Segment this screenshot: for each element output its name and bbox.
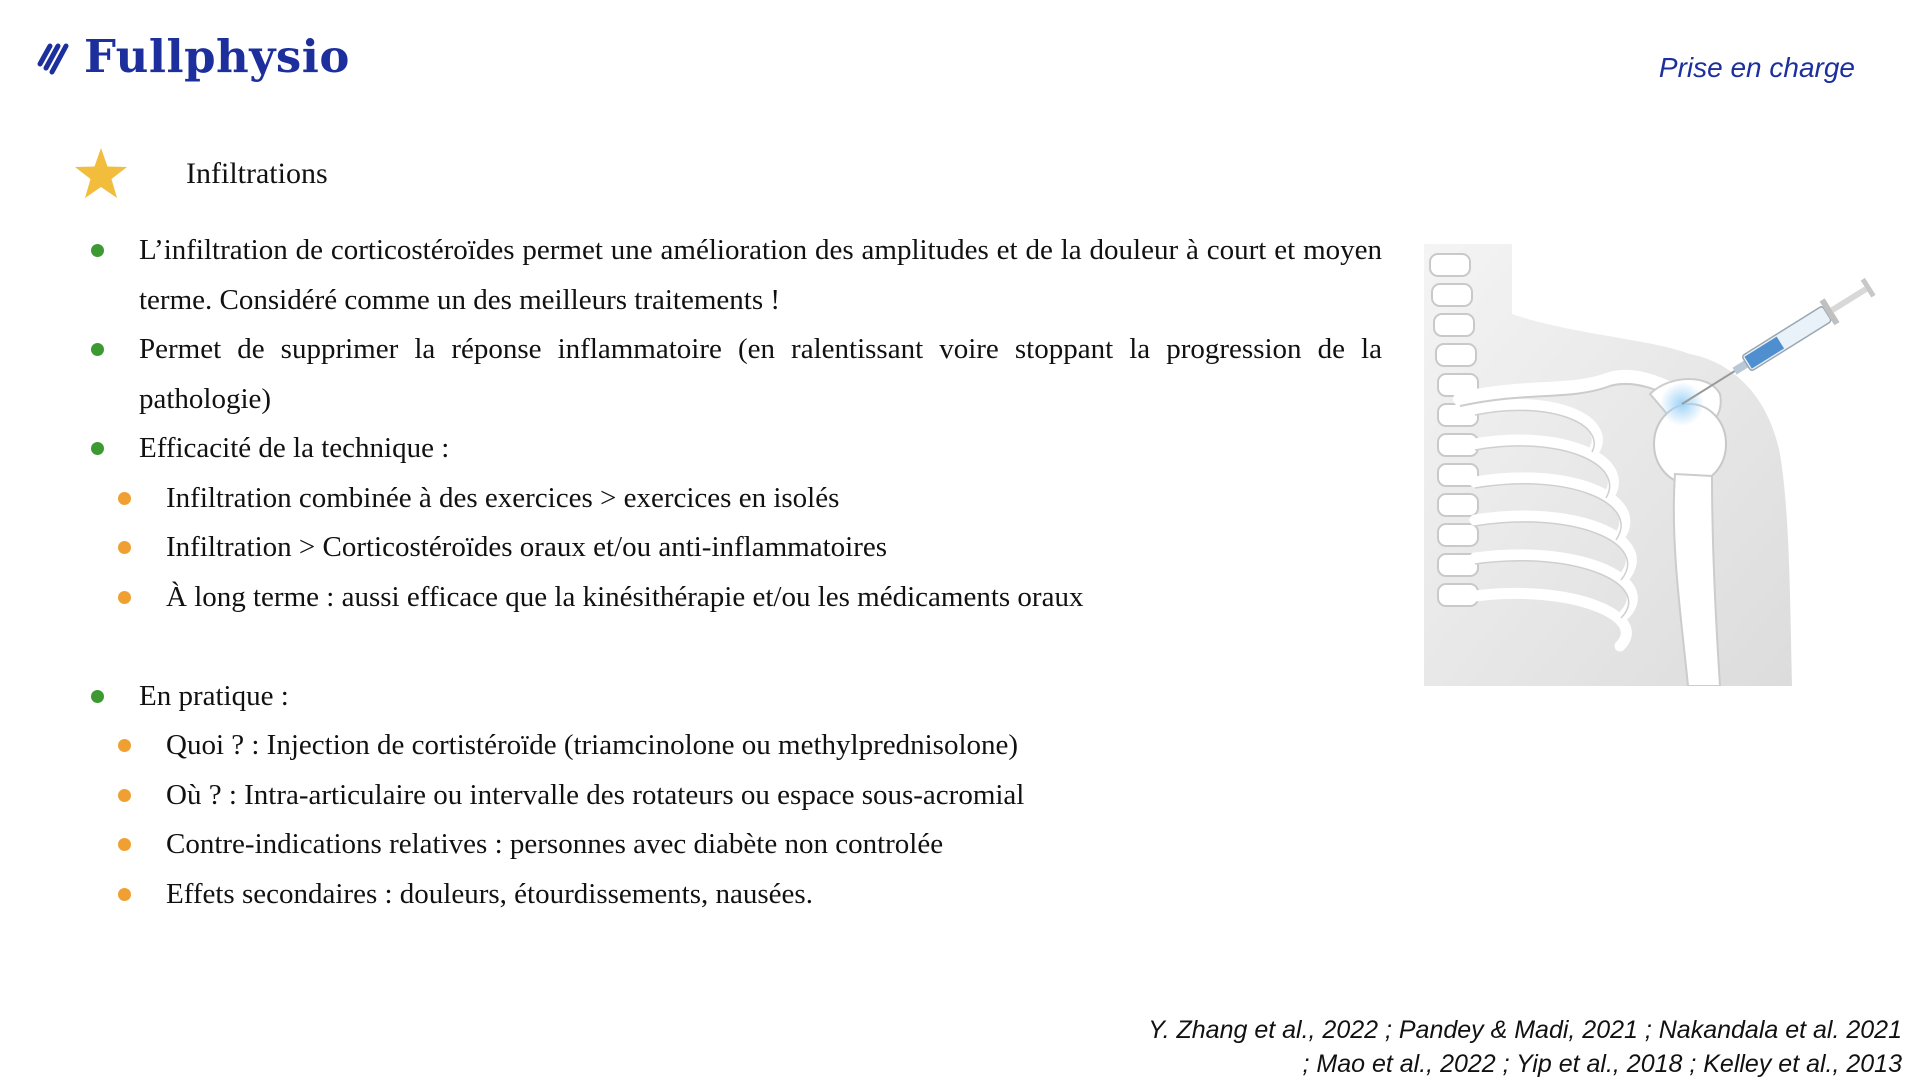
sub-list-item — [88, 474, 1382, 524]
orange-bullet-icon — [118, 838, 131, 851]
section-label: Prise en charge — [1658, 52, 1855, 83]
shoulder-injection-illustration — [1420, 244, 1910, 686]
sub-list-item — [88, 771, 1382, 821]
slide-title: Infiltrations — [186, 157, 328, 190]
star-icon — [72, 146, 130, 202]
logo — [36, 30, 350, 83]
slide-heading — [72, 146, 328, 202]
orange-bullet-icon — [118, 739, 131, 752]
orange-bullet-icon — [118, 492, 131, 505]
sub-list-item — [88, 820, 1382, 870]
green-bullet-icon — [91, 690, 104, 703]
references — [1148, 1013, 1902, 1080]
sub-list-item — [88, 523, 1382, 573]
orange-bullet-icon — [118, 541, 131, 554]
orange-bullet-icon — [118, 888, 131, 901]
list-item-text: Quoi ? : Injection de cortistéroïde (triamcinolone ou methylprednisolone) — [166, 729, 1019, 761]
green-bullet-icon — [91, 442, 104, 455]
references-line-1: Y. Zhang et al., 2022 ; Pandey & Madi, 2021 ; Nakandala et al. 2021 — [1148, 1016, 1902, 1044]
slash-stripes-icon — [36, 34, 74, 80]
list-item-text: Efficacité de la technique : — [139, 432, 450, 464]
references-line-2: ; Mao et al., 2022 ; Yip et al., 2018 ; Kelley et al., 2013 — [1302, 1050, 1902, 1078]
sub-list-item — [88, 573, 1382, 623]
bullet-list — [88, 226, 1382, 919]
list-item-text: Contre-indications relatives : personnes avec diabète non controlée — [166, 828, 944, 860]
green-bullet-icon — [91, 244, 104, 257]
list-item-text: Infiltration > Corticostéroïdes oraux et/ou anti-inflammatoires — [166, 531, 888, 563]
sub-list-item — [88, 721, 1382, 771]
orange-bullet-icon — [118, 591, 131, 604]
list-item-text: Infiltration combinée à des exercices > exercices en isolés — [166, 481, 840, 514]
list-item — [88, 672, 1382, 722]
list-item-text: En pratique : — [139, 679, 289, 712]
list-item — [88, 325, 1382, 424]
list-item-text: Où ? : Intra-articulaire ou intervalle des rotateurs ou espace sous-acromial — [166, 778, 1025, 811]
list-item — [88, 226, 1382, 325]
list-item-text: Effets secondaires : douleurs, étourdissements, nausées. — [166, 877, 813, 910]
list-item-text: L’infiltration de corticostéroïdes permet une amélioration des amplitudes et de la douleur à court et moyen terme. Considéré comme un des meilleurs traitements ! — [139, 234, 1382, 316]
sub-list-item — [88, 870, 1382, 920]
orange-bullet-icon — [118, 789, 131, 802]
logo-text: Fullphysio — [84, 30, 350, 83]
green-bullet-icon — [91, 343, 104, 356]
list-spacer — [88, 622, 1382, 672]
list-item-text: À long terme : aussi efficace que la kinésithérapie et/ou les médicaments oraux — [166, 580, 1084, 613]
list-item-text: Permet de supprimer la réponse inflammatoire (en ralentissant voire stoppant la progression de la pathologie) — [139, 333, 1382, 415]
list-item — [88, 424, 1382, 474]
